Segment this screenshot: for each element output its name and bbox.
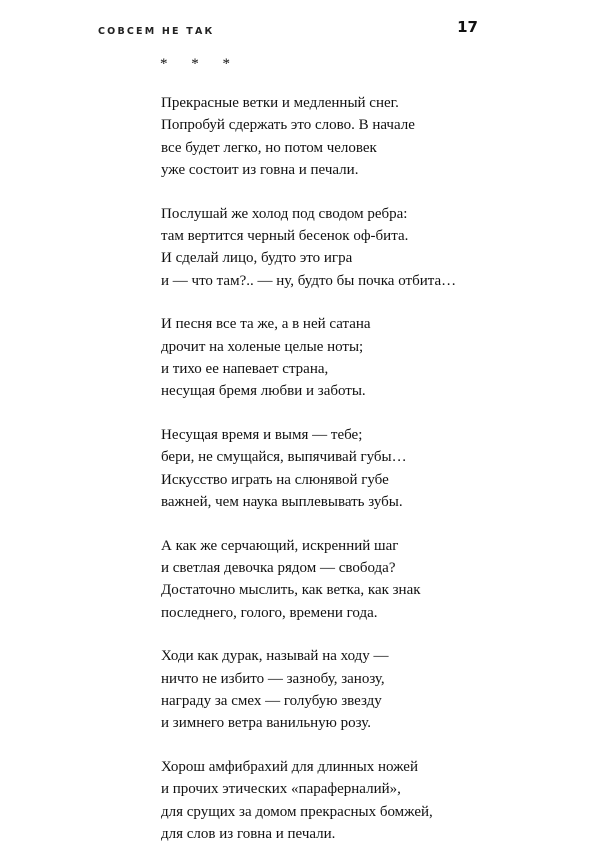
stanza-3 — [161, 313, 581, 402]
poem-line: Хорош амфибрахий для длинных ножей — [161, 759, 418, 776]
poem-line: последнего, голого, времени года. — [161, 604, 378, 621]
poem-line: важней, чем наука выплевывать зубы. — [161, 493, 403, 510]
poem-line: Достаточно мыслить, как ветка, как знак — [161, 582, 421, 599]
poem-line: И сделай лицо, будто это игра — [161, 250, 353, 267]
running-title: СОВСЕМ НЕ ТАК — [98, 26, 215, 37]
poem-line: и светлая девочка рядом — свобода? — [161, 560, 396, 577]
poem-line: бери, не смущайся, выпячивай губы… — [161, 449, 407, 466]
poem-body — [161, 92, 581, 867]
poem-line: и зимнего ветра ванильную розу. — [161, 715, 371, 732]
poem-line: Искусство играть на слюнявой губе — [161, 471, 389, 488]
poem-line: там вертится черный бесенок оф-бита. — [161, 227, 409, 244]
page-number: 17 — [457, 18, 478, 36]
poem-line: Попробуй сдержать это слово. В начале — [161, 117, 415, 134]
poem-line: для слов из говна и печали. — [161, 826, 336, 843]
poem-line: А как же серчающий, искренний шаг — [161, 537, 399, 554]
stanza-2 — [161, 203, 581, 292]
poem-line: несущая бремя любви и заботы. — [161, 383, 366, 400]
stanza-5 — [161, 535, 581, 624]
poem-line: дрочит на холеные целые ноты; — [161, 338, 364, 355]
poem-line: Прекрасные ветки и медленный снег. — [161, 95, 399, 111]
poem-line: Послушай же холод под сводом ребра: — [161, 205, 408, 222]
section-ornament: * * * — [160, 56, 240, 72]
stanza-7 — [161, 756, 581, 845]
poem-line: все будет легко, но потом человек — [161, 139, 377, 156]
poem-line: И песня все та же, а в ней сатана — [161, 316, 371, 333]
poem-line: ничто не избито — зазнобу, занозу, — [161, 670, 385, 687]
poem-line: и прочих этических «параферналий», — [161, 781, 401, 798]
poem-line: Несущая время и вымя — тебе; — [161, 427, 363, 444]
stanza-4 — [161, 424, 581, 513]
poem-line: для срущих за домом прекрасных бомжей, — [161, 803, 433, 820]
poem-line: Ходи как дурак, называй на ходу — — [161, 648, 389, 665]
stanza-1 — [161, 92, 581, 181]
poem-line: награду за смех — голубую звезду — [161, 693, 382, 710]
poem-line: уже состоит из говна и печали. — [161, 161, 359, 178]
poem-line: и тихо ее напевает страна, — [161, 360, 329, 377]
stanza-6 — [161, 645, 581, 734]
poem-line: и — что там?.. — ну, будто бы почка отбита… — [161, 272, 457, 289]
